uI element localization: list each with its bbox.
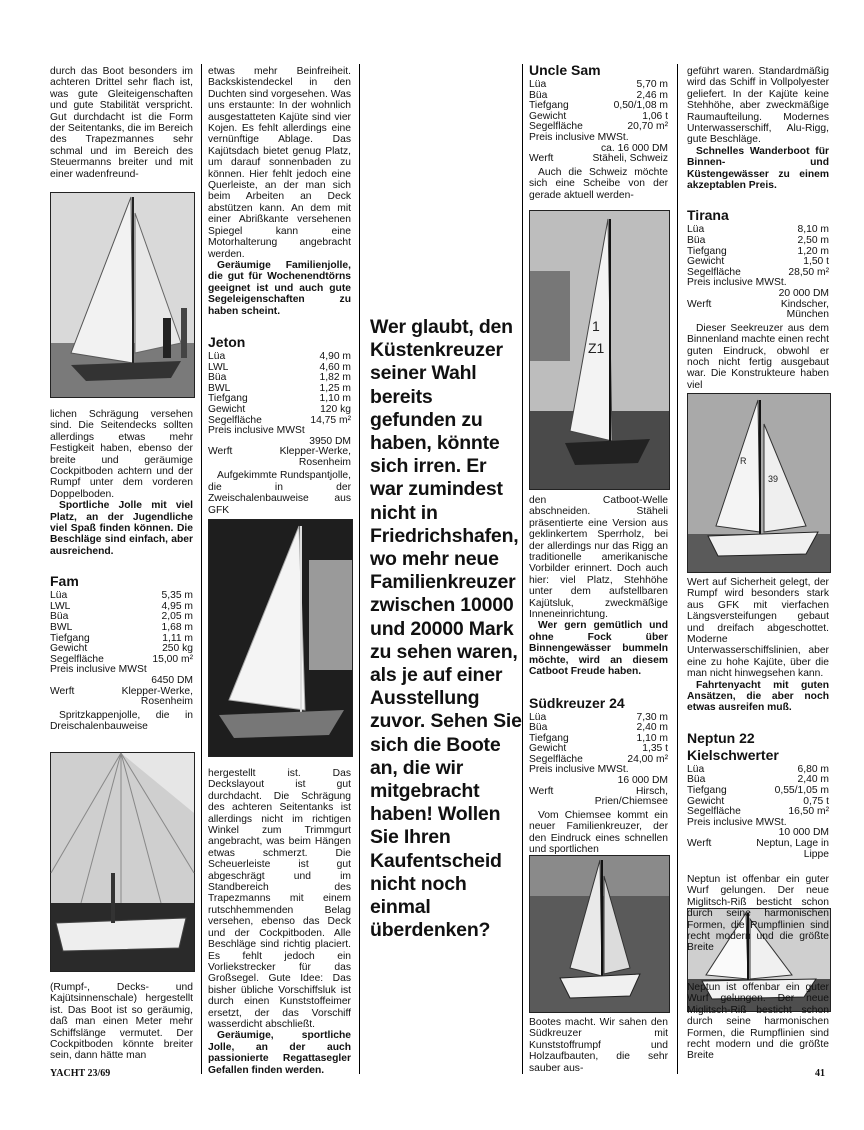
body-text: Bootes macht. Wir sahen den Südkreuzer mit Kunststoffrumpf und Holzaufbauten, die sehr sauber aus-	[529, 1017, 668, 1074]
body-text: lichen Schrägung versehen sind. Die Seitendecks sollten allerdings etwas mehr Festigkeit haben, ebenso der breite und geräumige Cockpitboden achtern und der Rumpf unter dem vorderen Doppelboden.	[50, 409, 193, 500]
boat-title-suedkreuzer: Südkreuzer 24	[529, 694, 625, 711]
column-divider	[677, 64, 678, 1074]
photo-fam-interior	[50, 752, 195, 972]
svg-text:1: 1	[592, 318, 600, 334]
svg-text:Z1: Z1	[588, 340, 605, 356]
column-divider	[359, 64, 360, 1074]
body-text: Neptun ist offenbar ein guter Wurf gelungen. Der neue Miglitsch-Riß besticht schon durch seine harmonischen Formen, die Rumpflinien sind recht modern und die größte Breite	[687, 982, 829, 1062]
body-text: (Rumpf-, Decks- und Kajütsinnenschale) hergestellt ist. Das Boot ist so geräumig, daß man einen Meter mehr Schiffslänge vermutet. Der Cockpitboden könnte breiter sein, dann hätte man	[50, 982, 193, 1062]
body-text: Vom Chiemsee kommt ein neuer Familienkreuzer, der den Eindruck eines schnellen und sportlichen	[529, 809, 668, 856]
spec-table-fam: Lüa 5,35 m LWL 4,95 m Büa 2,05 m BWL 1,68 m Tiefgang 1,11 m Gewicht 250 kg Segelfläche 15,00 m² Preis inclusive MWSt 6450 DM Werft Klepper-Werke, Rosenheim	[50, 590, 193, 708]
body-text: geführt waren. Standardmäßig wird das Schiff in Vollpolyester geliefert. In der Kajüte keine Stehhöhe, aber zweckmäßige Raumaufteilung. Modernes Unterwasserschiff, Alu-Rigg, gute Beschläge.	[687, 66, 829, 146]
column-3b	[529, 495, 668, 855]
column-1	[50, 66, 193, 180]
column-4e	[687, 982, 829, 1062]
body-text: etwas mehr Beinfreiheit. Backskistendeckel in den Duchten sind vorgesehen. Was uns erstaunte: In der wohnlich ausgestatteten Kajüte sind vier Kojen. Es fehlt allerdings eine vernünftige Ablage. Das Kajütsdach bietet genug Platz, um darauf sonnenbaden zu können. Hier fehlt jedoch eine Querleiste, an der man sich beim Arbeiten an Deck abstützen kann. An dem mit einer Abrißkante versehenen Spiegel kann eine Motorhalterung angebracht werden.	[208, 66, 351, 260]
boat-title-uncle-sam: Uncle Sam	[529, 62, 601, 78]
footer-magazine: YACHT 23/69	[50, 1068, 111, 1079]
column-divider	[522, 64, 523, 1074]
body-text: Dieser Seekreuzer aus dem Binnenland machte einen recht guten Eindruck, obwohl er noch nicht fertig ausgebaut war. Die Konstrukteure haben viel	[687, 322, 829, 391]
body-text: Auch die Schweiz möchte sich eine Scheibe von der gerade aktuell werden-	[529, 166, 668, 201]
svg-text:39: 39	[768, 474, 779, 484]
verdict-text: Geräumige, sportliche Jolle, an der auch passionierte Regattasegler Gefallen finden werden.	[208, 1030, 351, 1076]
boat-title-fam: Fam	[50, 573, 79, 590]
body-text: Aufgekimmte Rundspantjolle, die in der Zweischalenbauweise aus GFK	[208, 470, 351, 516]
column-3c	[529, 1017, 668, 1074]
body-text: Wert auf Sicherheit gelegt, der Rumpf wird besonders stark aus GFK mit vierfachen Längsversteifungen gebaut und dreifach abgeschottet. Moderne Unterwasserschiffslinien, aber eine zu hohe Kajüte, über die man nicht hinwegsehen kann.	[687, 577, 829, 680]
column-4b	[687, 577, 829, 860]
svg-text:R: R	[740, 456, 747, 466]
column-divider	[201, 64, 202, 1074]
verdict-text: Sportliche Jolle mit viel Platz, an der Jugendliche viel Spaß finden können. Die Beschläge sind einfach, aber ausreichend.	[50, 500, 193, 557]
body-text: den Catboot-Welle abschneiden. Stäheli präsentierte eine Version aus geklinkertem Sperrholz, bei der allerdings nur das Rigg an traditionelle amerikanische Vorbilder erinnert. Doch auch hier: viel Platz, Stehhöhe unter dem aufstellbaren Kajütsluk, zweckmäßige Inneneinrichtung.	[529, 495, 668, 621]
page-number: 41	[815, 1068, 825, 1079]
spec-table-jeton: Lüa 4,90 m LWL 4,60 m Büa 1,82 m BWL 1,25 m Tiefgang 1,10 m Gewicht 120 kg Segelfläche 14,75 m² Preis inclusive MWSt 3950 DM Werft Klepper-Werke, Rosenheim	[208, 350, 351, 468]
column-1c	[50, 982, 193, 1062]
photo-jeton	[208, 519, 353, 757]
boat-title-tirana: Tirana	[687, 207, 729, 224]
spec-table-neptun: Lüa 6,80 m Büa 2,40 m Tiefgang 0,55/1,05 m Gewicht 0,75 t Segelfläche 16,50 m² Preis inclusive MWSt. 10 000 DM Werft Neptun, Lage in Lippe	[687, 763, 829, 860]
column-4	[687, 66, 829, 391]
column-1b	[50, 409, 193, 733]
column-3	[529, 62, 668, 201]
verdict-text: Geräumige Familienjolle, die gut für Wochenendtörns geeignet ist und auch gute Segeleigenschaften zu haben scheint.	[208, 259, 351, 317]
boat-title-neptun: Neptun 22 Kielschwerter	[687, 729, 779, 763]
column-2b	[208, 768, 351, 1076]
spec-table-suedkreuzer: Lüa 7,30 m Büa 2,40 m Tiefgang 1,10 m Gewicht 1,35 t Segelfläche 24,00 m² Preis inclusive MWSt. 16 000 DM Werft Hirsch, Prien/Chiemsee	[529, 711, 668, 808]
body-text: Spritzkappenjolle, die in Dreischalenbauweise	[50, 709, 193, 733]
verdict-text: Schnelles Wanderboot für Binnen- und Küstengewässer zu einem akzeptablen Preis.	[687, 145, 829, 192]
photo-fam-jolle	[50, 192, 195, 398]
spec-table-tirana: Lüa 8,10 m Büa 2,50 m Tiefgang 1,20 m Gewicht 1,50 t Segelfläche 28,50 m² Preis inclusive MWSt. 20 000 DM Werft Kindscher, München	[687, 224, 829, 321]
photo-uncle-sam	[529, 210, 670, 490]
verdict-text: Fahrtenyacht mit guten Ansätzen, die aber noch etwas ausreifen muß.	[687, 679, 829, 714]
body-text: hergestellt ist. Das Deckslayout ist gut durchdacht. Die Schrägung des achteren Seitentanks ist allerdings nicht im richtigen Winkel zum Trimmgurt angebracht, was beim Hängen etwas schmerzt. Die Scheuerleiste ist gut abgeschrägt und im Standbereich des Trapezmanns mit einem rutschhemmenden Belag versehen, ebenso das Deck und der Cockpitboden. Alle Beschläge sind richtig placiert. Es fehlt jedoch ein Vorliekstrecker für das Großsegel. Gute Idee: Das bisher übliche Vorschiffsluk ist durch einen Kunststoffeimer ersetzt, der das Vorschiff wasserdicht abschließt.	[208, 768, 351, 1030]
teaser-headline: Wer glaubt, den Küstenkreuzer seiner Wahl bereits gefunden zu haben, könnte sich irren. Er war zumindest nicht in Friedrichshafen, wo mehr neue Familienkreuzer zwischen 10000 und 20000 Mark zu sehen waren, als je auf einer Ausstellung zuvor. Sehen Sie sich die Boote an, die wir mitgebracht haben! Wollen Sie Ihren Kaufentscheid nicht noch einmal überdenken?	[370, 316, 522, 942]
body-text: durch das Boot besonders im achteren Drittel sehr flach ist, was gute Gleiteigenschaften und gute Stabilität verspricht. Gut durchdacht ist die Form der Seitentanks, die im Bereich des Trapezmannes sehr schmal und im Bereich des Steuermanns breiter und mit einer wadenfreund-	[50, 66, 193, 180]
body-text: Neptun ist offenbar ein guter Wurf gelungen. Der neue Miglitsch-Riß besticht schon durch seine harmonischen Formen, die Rumpflinien sind recht modern und die größte Breite	[687, 874, 829, 954]
photo-tirana	[687, 393, 831, 573]
boat-title-jeton: Jeton	[208, 333, 246, 350]
spec-table-uncle-sam: Lüa 5,70 m Büa 2,46 m Tiefgang 0,50/1,08 m Gewicht 1,06 t Segelfläche 20,70 m² Preis inclusive MWSt. ca. 16 000 DM Werft Stäheli, Schweiz	[529, 79, 668, 165]
photo-suedkreuzer	[529, 855, 670, 1013]
verdict-text: Wer gern gemütlich und ohne Fock über Binnengewässer bummeln möchte, wird an diesem Catboot Freude haben.	[529, 620, 668, 678]
column-4d	[687, 874, 829, 954]
column-2	[208, 66, 351, 516]
